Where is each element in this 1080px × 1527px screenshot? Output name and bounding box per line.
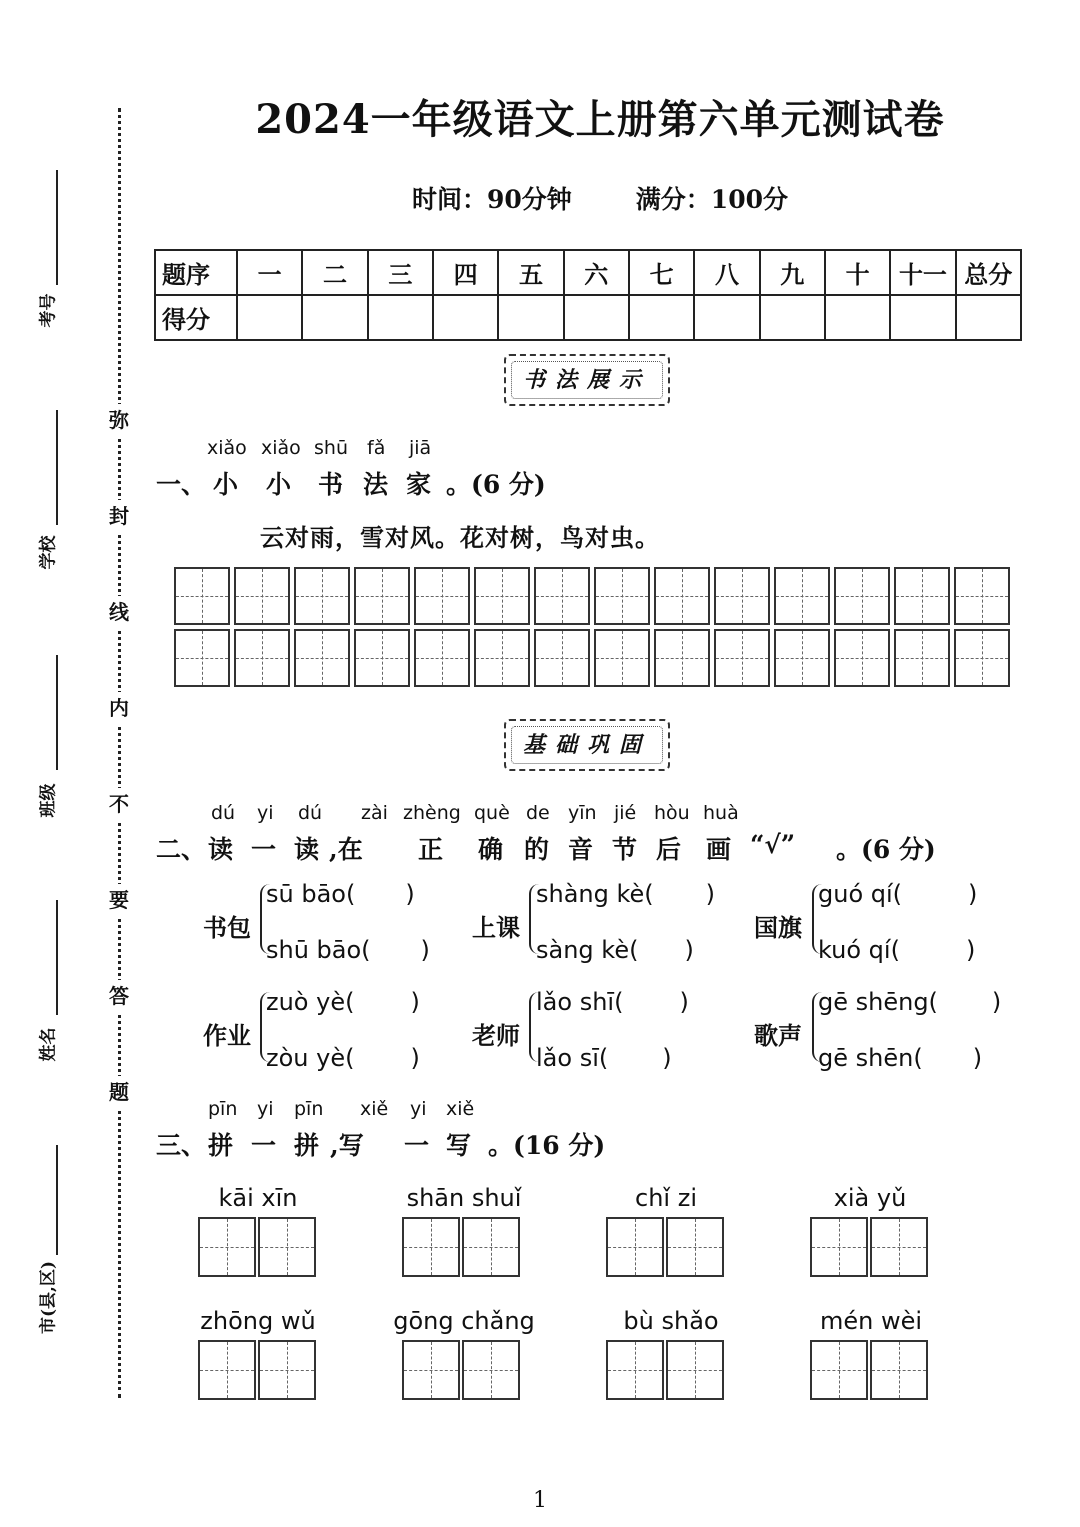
binding-word: 封 [104, 500, 134, 532]
q3-answer-boxes [606, 1340, 726, 1400]
q2-option[interactable] [536, 936, 694, 964]
pinyin-syllable: pīn [208, 1098, 238, 1120]
q2-option[interactable] [818, 1044, 982, 1072]
score-cell[interactable] [956, 295, 1021, 340]
q1-writing-grid [174, 567, 1014, 687]
pinyin-syllable: de [526, 802, 550, 824]
tianzige-cell[interactable] [234, 629, 290, 687]
heading-char: 小 [266, 470, 292, 499]
district-field-line[interactable] [56, 1145, 58, 1255]
heading-char: 小 [213, 470, 239, 499]
heading-char: 法 [363, 470, 389, 499]
pinyin-syllable: yi [410, 1098, 427, 1120]
table-header-cell: 五 [498, 250, 563, 295]
q2-option[interactable] [266, 988, 420, 1016]
tianzige-cell[interactable] [414, 567, 470, 625]
option-text: shàng kè( [536, 880, 654, 908]
heading-end: 。(6 分) [446, 470, 546, 499]
option-text: shū bāo( [266, 936, 371, 964]
tianzige-cell[interactable] [810, 1217, 868, 1277]
q3-word-pinyin: kāi xīn [218, 1184, 298, 1212]
page-number: 1 [533, 1488, 547, 1513]
score-cell[interactable] [825, 295, 890, 340]
option-text: kuó qí( [818, 936, 900, 964]
tianzige-cell[interactable] [774, 567, 830, 625]
score-cell[interactable] [368, 295, 433, 340]
q1-heading [0, 465, 1080, 497]
heading-char: 读 [294, 835, 320, 864]
heading-char: 一 [404, 1131, 430, 1160]
tianzige-cell[interactable] [402, 1217, 460, 1277]
time-limit: 时间：90分钟 [412, 185, 572, 214]
q3-pinyin [0, 1098, 1080, 1122]
district-label: 市(县,区) [38, 1261, 59, 1335]
q3-answer-boxes [402, 1217, 522, 1277]
q2-heading [0, 830, 1080, 862]
table-header-cell: 二 [302, 250, 367, 295]
score-table-score-row [155, 295, 1021, 340]
table-header-cell: 十 [825, 250, 890, 295]
pinyin-syllable: zhèng [403, 802, 461, 824]
option-text: gē shēn( [818, 1044, 923, 1072]
tianzige-cell[interactable] [810, 1340, 868, 1400]
tianzige-cell[interactable] [534, 629, 590, 687]
option-close: ) [968, 880, 978, 908]
name-label: 姓名 [38, 1027, 59, 1062]
q3-word-pinyin: mén wèi [819, 1307, 923, 1335]
option-close: ) [662, 1044, 672, 1072]
option-text: zuò yè( [266, 988, 355, 1016]
pinyin-syllable: fǎ [367, 437, 386, 459]
tianzige-cell[interactable] [354, 567, 410, 625]
binding-word: 弥 [104, 404, 134, 436]
heading-char: 后 [656, 835, 682, 864]
full-score: 满分：100分 [635, 185, 788, 214]
table-header-cell: 一 [237, 250, 302, 295]
q3-answer-boxes [198, 1340, 318, 1400]
heading-char: 确 [478, 835, 504, 864]
tianzige-cell[interactable] [954, 567, 1010, 625]
heading-char: 书 [318, 470, 344, 499]
class-field-line[interactable] [56, 655, 58, 770]
table-row-label: 得分 [155, 295, 237, 340]
option-close: ) [991, 988, 1002, 1016]
heading-char: “√” [750, 830, 796, 859]
option-close: ) [410, 1044, 420, 1072]
tianzige-cell[interactable] [666, 1340, 724, 1400]
q2-option[interactable] [818, 988, 1001, 1016]
score-cell[interactable] [302, 295, 367, 340]
option-close: ) [420, 936, 430, 964]
tianzige-cell[interactable] [294, 567, 350, 625]
option-close: ) [410, 988, 420, 1016]
option-text: guó qí( [818, 880, 903, 908]
q3-answer-boxes [402, 1340, 522, 1400]
binding-dotted-line [118, 108, 121, 1398]
tianzige-cell[interactable] [294, 629, 350, 687]
q2-option[interactable] [536, 988, 689, 1016]
heading-end: 。(16 分) [488, 1131, 606, 1160]
heading-char: 一 [251, 1131, 277, 1160]
q2-option[interactable] [266, 936, 430, 964]
pinyin-syllable: dú [211, 802, 236, 824]
heading-char: 正 [418, 835, 444, 864]
tianzige-cell[interactable] [954, 629, 1010, 687]
q2-option[interactable] [536, 880, 715, 908]
option-text: sū bāo( [266, 880, 356, 908]
option-close: ) [965, 936, 976, 964]
score-table [154, 249, 1022, 341]
q3-heading [0, 1126, 1080, 1158]
exam-meta [160, 180, 1040, 216]
score-cell[interactable] [694, 295, 759, 340]
binding-word: 要 [104, 884, 134, 916]
pinyin-syllable: xiě [446, 1098, 475, 1120]
heading-char: 的 [524, 835, 550, 864]
q3-word-pinyin: gōng chǎng [393, 1307, 535, 1335]
q2-option[interactable] [818, 936, 975, 964]
binding-word: 题 [104, 1076, 134, 1108]
q3-answer-boxes [606, 1217, 726, 1277]
binding-word: 答 [104, 980, 134, 1012]
score-table-header-row [155, 250, 1021, 295]
tianzige-cell[interactable] [594, 567, 650, 625]
q2-word: 歌声 [754, 1021, 802, 1050]
pinyin-syllable: huà [703, 802, 739, 824]
tianzige-cell[interactable] [666, 1217, 724, 1277]
q3-word-pinyin: xià yǔ [833, 1184, 907, 1212]
tianzige-cell[interactable] [894, 629, 950, 687]
tianzige-cell[interactable] [714, 629, 770, 687]
tianzige-cell[interactable] [594, 629, 650, 687]
pinyin-syllable: yīn [568, 802, 597, 824]
score-cell[interactable] [760, 295, 825, 340]
tianzige-cell[interactable] [462, 1217, 520, 1277]
table-header-cell: 九 [760, 250, 825, 295]
pinyin-syllable: jiā [409, 437, 432, 459]
option-close: ) [684, 936, 694, 964]
question-number: 一、 [156, 470, 207, 499]
q2-word: 作业 [203, 1021, 251, 1050]
tianzige-cell[interactable] [870, 1217, 928, 1277]
heading-char: 写 [446, 1131, 472, 1160]
tianzige-cell[interactable] [174, 629, 230, 687]
page-title: 2024一年级语文上册第六单元测试卷 [255, 96, 945, 143]
q3-answer-boxes [198, 1217, 318, 1277]
option-close: ) [972, 1044, 983, 1072]
option-text: sàng kè( [536, 936, 639, 964]
heading-char: ,在 [329, 835, 363, 864]
tianzige-cell[interactable] [606, 1217, 664, 1277]
tianzige-cell[interactable] [258, 1217, 316, 1277]
heading-char: 节 [612, 835, 638, 864]
score-cell[interactable] [433, 295, 498, 340]
tianzige-cell[interactable] [654, 629, 710, 687]
heading-char: 音 [568, 835, 594, 864]
heading-end: 。(6 分) [836, 835, 936, 864]
q3-word-pinyin: zhōng wǔ [200, 1307, 316, 1335]
grid-row [174, 629, 1014, 687]
pinyin-syllable: xiǎo [261, 437, 301, 459]
q2-word: 国旗 [754, 913, 802, 942]
basics-banner: 基础巩固 [504, 719, 670, 771]
tianzige-cell[interactable] [894, 567, 950, 625]
heading-char: 家 [406, 470, 432, 499]
tianzige-cell[interactable] [474, 567, 530, 625]
tianzige-cell[interactable] [462, 1340, 520, 1400]
q2-option[interactable] [266, 880, 415, 908]
pinyin-syllable: yi [257, 1098, 274, 1120]
exam-id-label: 考号 [38, 293, 59, 328]
q2-word: 书包 [203, 913, 251, 942]
table-header-cell: 三 [368, 250, 433, 295]
tianzige-cell[interactable] [834, 567, 890, 625]
binding-word: 内 [104, 692, 134, 724]
pinyin-syllable: dú [298, 802, 323, 824]
table-header-cell: 总分 [956, 250, 1021, 295]
option-text: lǎo sī( [536, 1044, 609, 1072]
pinyin-syllable: yi [257, 802, 274, 824]
q3-word-pinyin: chǐ zi [635, 1184, 697, 1212]
pinyin-syllable: zài [361, 802, 388, 824]
q1-copy-text: 云对雨，雪对风。花对树，鸟对虫。 [260, 523, 660, 552]
score-cell[interactable] [890, 295, 955, 340]
q2-word: 上课 [472, 913, 520, 942]
tianzige-cell[interactable] [774, 629, 830, 687]
school-label: 学校 [38, 535, 59, 570]
tianzige-cell[interactable] [534, 567, 590, 625]
table-header-cell: 题序 [155, 250, 237, 295]
table-header-cell: 七 [629, 250, 694, 295]
class-label: 班级 [38, 783, 59, 818]
score-cell[interactable] [237, 295, 302, 340]
grid-row [174, 567, 1014, 625]
pinyin-syllable: hòu [654, 802, 690, 824]
table-header-cell: 四 [433, 250, 498, 295]
table-header-cell: 十一 [890, 250, 955, 295]
pinyin-syllable: pīn [294, 1098, 324, 1120]
tianzige-cell[interactable] [714, 567, 770, 625]
heading-char: 拼 [208, 1131, 234, 1160]
q2-word: 老师 [472, 1021, 520, 1050]
q3-answer-boxes [810, 1340, 930, 1400]
tianzige-cell[interactable] [606, 1340, 664, 1400]
score-cell[interactable] [564, 295, 629, 340]
table-header-cell: 八 [694, 250, 759, 295]
heading-char: 画 [706, 835, 732, 864]
tianzige-cell[interactable] [198, 1217, 256, 1277]
tianzige-cell[interactable] [654, 567, 710, 625]
tianzige-cell[interactable] [402, 1340, 460, 1400]
option-close: ) [705, 880, 716, 908]
option-close: ) [679, 988, 689, 1016]
pinyin-syllable: jié [614, 802, 637, 824]
option-text: gē shēng( [818, 988, 938, 1016]
question-number: 二、 [156, 835, 207, 864]
tianzige-cell[interactable] [234, 567, 290, 625]
tianzige-cell[interactable] [870, 1340, 928, 1400]
score-cell[interactable] [498, 295, 563, 340]
q3-answer-boxes [810, 1217, 930, 1277]
pinyin-syllable: xiǎo [207, 437, 247, 459]
exam-id-field-line[interactable] [56, 170, 58, 285]
calligraphy-banner: 书法展示 [504, 354, 670, 406]
q2-option[interactable] [266, 1044, 420, 1072]
q2-pinyin [0, 802, 1080, 826]
heading-char: ,写 [330, 1131, 364, 1160]
question-number: 三、 [156, 1131, 207, 1160]
heading-char: 一 [251, 835, 277, 864]
tianzige-cell[interactable] [414, 629, 470, 687]
heading-char: 读 [208, 835, 234, 864]
tianzige-cell[interactable] [258, 1340, 316, 1400]
tianzige-cell[interactable] [474, 629, 530, 687]
binding-word: 不 [104, 788, 134, 820]
q2-option[interactable] [536, 1044, 672, 1072]
table-header-cell: 六 [564, 250, 629, 295]
option-text: zòu yè( [266, 1044, 355, 1072]
tianzige-cell[interactable] [354, 629, 410, 687]
q3-word-pinyin: bù shǎo [623, 1307, 719, 1335]
tianzige-cell[interactable] [174, 567, 230, 625]
option-text: lǎo shī( [536, 988, 624, 1016]
tianzige-cell[interactable] [198, 1340, 256, 1400]
pinyin-syllable: xiě [360, 1098, 389, 1120]
q2-option[interactable] [818, 880, 977, 908]
score-cell[interactable] [629, 295, 694, 340]
q3-word-pinyin: shān shuǐ [406, 1184, 522, 1212]
pinyin-syllable: què [474, 802, 510, 824]
option-close: ) [405, 880, 415, 908]
name-field-line[interactable] [56, 900, 58, 1015]
binding-word: 线 [104, 596, 134, 628]
heading-char: 拼 [294, 1131, 320, 1160]
pinyin-syllable: shū [314, 437, 348, 459]
tianzige-cell[interactable] [834, 629, 890, 687]
q1-pinyin [0, 437, 1080, 461]
